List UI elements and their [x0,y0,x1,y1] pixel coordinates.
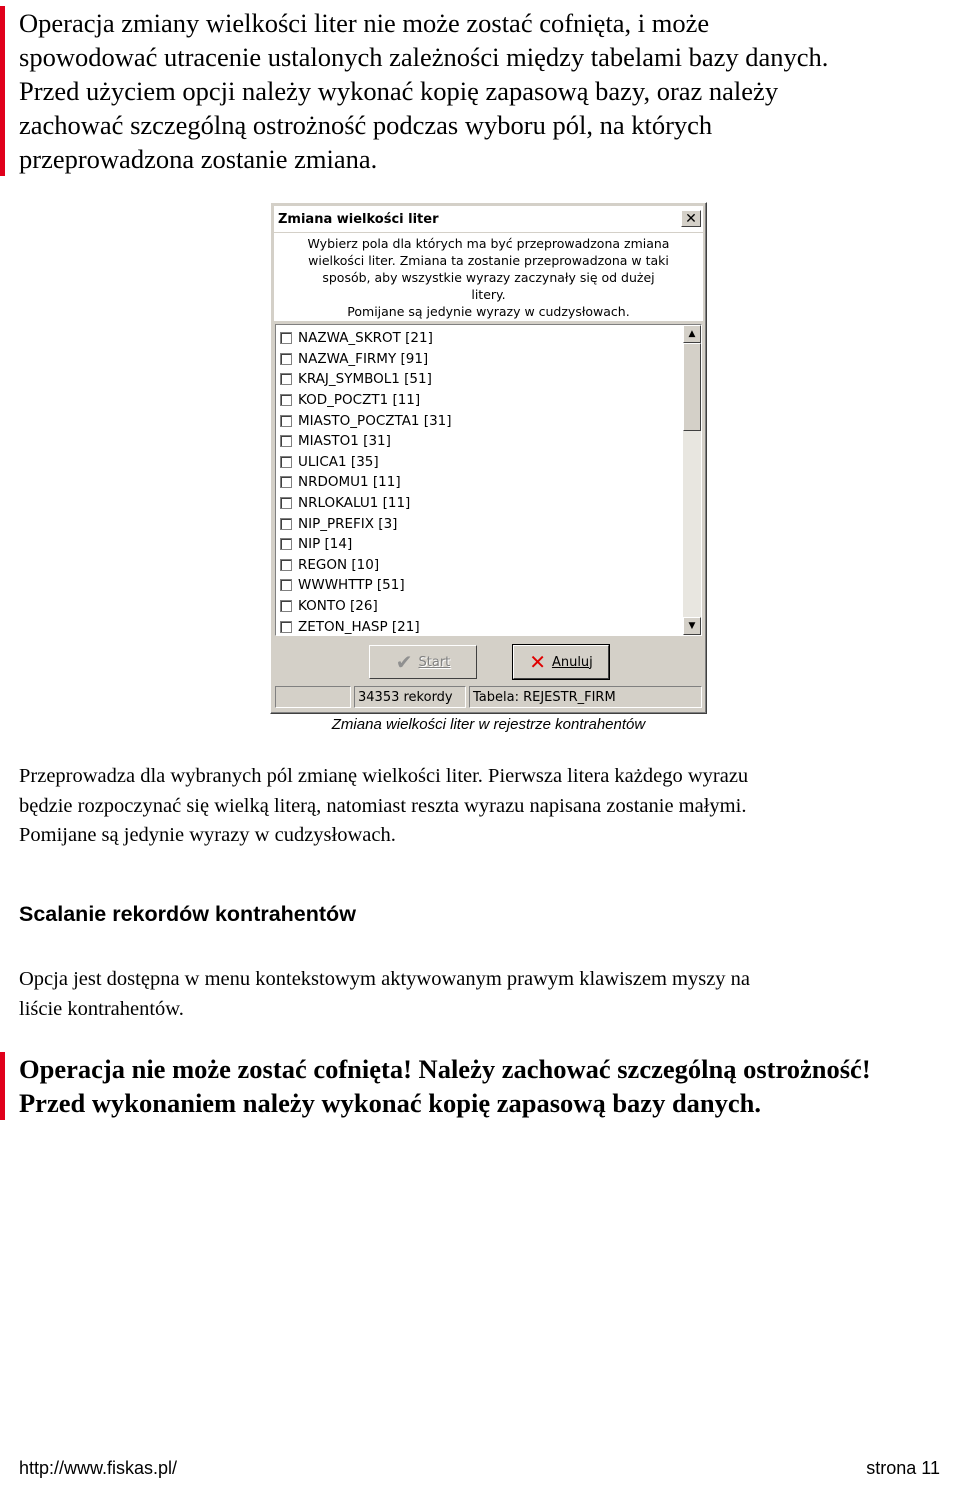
info-line: Wybierz pola dla których ma być przeprowadzona zmiana [307,235,670,251]
field-label: WWWHTTP [51] [298,577,405,594]
checkbox[interactable] [280,497,292,509]
scroll-thumb[interactable] [683,343,701,431]
start-label: Start [418,654,451,670]
list-item[interactable] [280,555,452,576]
status-bar [275,686,702,708]
paragraph-case-change [19,762,949,851]
field-label: MIASTO1 [31] [298,433,391,450]
list-item[interactable] [280,369,452,390]
status-panel-empty [275,686,351,708]
warning-top-line: zachować szczególną ostrożność podczas wyboru pól, na których [19,110,713,140]
list-item[interactable] [280,410,452,431]
paragraph-line: Pomijane są jedynie wyrazy w cudzysłowach. [19,824,396,846]
info-line: Pomijane są jedynie wyrazy w cudzysłowach. [347,303,630,319]
info-line: sposób, aby wszystkie wyrazy zaczynały się od dużej litery. [322,269,655,302]
checkbox[interactable] [280,353,292,365]
field-label: MIASTO_POCZTA1 [31] [298,412,452,429]
checkbox[interactable] [280,538,292,550]
warning-top-line: przeprowadzona zostanie zmiana. [19,144,378,174]
field-label: ULICA1 [35] [298,453,379,470]
list-scrollbar[interactable] [683,325,701,635]
close-button[interactable] [681,210,701,227]
list-item[interactable] [280,513,452,534]
check-icon: ✔ [395,650,413,674]
field-list[interactable] [275,324,702,636]
paragraph-merge [19,965,949,1024]
field-label: NRDOMU1 [11] [298,474,401,491]
list-item[interactable] [280,534,452,555]
checkbox[interactable] [280,476,292,488]
scroll-down-button[interactable] [683,617,701,635]
warning-top [0,6,950,176]
checkbox[interactable] [280,332,292,344]
checkbox[interactable] [280,456,292,468]
checkbox[interactable] [280,518,292,530]
dialog-info [274,233,703,321]
field-label: NAZWA_FIRMY [91] [298,350,429,367]
status-records: 34353 rekordy [354,686,466,708]
list-item[interactable] [280,472,452,493]
page-number: strona 11 [866,1458,940,1478]
dialog-title: Zmiana wielkości liter [278,211,439,227]
field-label: NAZWA_SKROT [21] [298,330,433,347]
checkbox[interactable] [280,621,292,633]
list-item[interactable] [280,390,452,411]
status-table: Tabela: REJESTR_FIRM [469,686,702,708]
footer-url[interactable]: http://www.fiskas.pl/ [19,1458,178,1478]
cancel-x-icon: ✕ [529,650,546,674]
list-item[interactable] [280,596,452,617]
dialog-titlebar [274,206,703,232]
close-icon: ✕ [685,210,697,227]
list-item[interactable] [280,575,452,596]
case-change-dialog-screenshot [270,202,707,714]
list-item[interactable] [280,349,452,370]
field-label: KRAJ_SYMBOL1 [51] [298,371,432,388]
paragraph-line: Przeprowadza dla wybranych pól zmianę wielkości liter. Pierwsza litera każdego wyrazu [19,765,749,787]
list-item[interactable] [280,452,452,473]
field-label: ZETON_HASP [21] [298,618,420,635]
warning-top-line: spowodować utracenie ustalonych zależności między tabelami bazy danych. [19,42,829,72]
warning-bottom-line: Przed wykonaniem należy wykonać kopię zapasową bazy danych. [19,1088,762,1118]
field-label: NIP [14] [298,536,353,553]
figure-caption: Zmiana wielkości liter w rejestrze kontrahentów [331,716,646,733]
checkbox[interactable] [280,435,292,447]
start-button[interactable] [369,645,477,679]
field-label: NIP_PREFIX [3] [298,515,398,532]
list-item[interactable] [280,328,452,349]
field-label: NRLOKALU1 [11] [298,495,411,512]
list-item[interactable] [280,431,452,452]
arrow-up-icon: ▲ [688,329,696,339]
checkbox[interactable] [280,415,292,427]
paragraph-line: będzie rozpoczynać się wielką literą, natomiast reszta wyrazu napisana zostanie małymi. [19,794,747,817]
checkbox[interactable] [280,373,292,385]
warning-top-line: Przed użyciem opcji należy wykonać kopię zapasową bazy, oraz należy [19,76,779,106]
checkbox[interactable] [280,600,292,612]
checkbox[interactable] [280,579,292,591]
page-footer [19,1458,940,1479]
field-label: REGON [10] [298,556,380,573]
checkbox[interactable] [280,559,292,571]
arrow-down-icon: ▼ [688,621,696,631]
section-heading: Scalanie rekordów kontrahentów [19,902,356,926]
field-label: KONTO [26] [298,598,378,615]
list-item[interactable] [280,616,452,636]
cancel-button[interactable] [513,645,609,679]
warning-bottom-line: Operacja nie może zostać cofnięta! Należy zachować szczególną ostrożność! [19,1054,871,1084]
checkbox[interactable] [280,394,292,406]
warning-bottom [0,1052,950,1120]
paragraph-line: liście kontrahentów. [19,997,184,1020]
list-item[interactable] [280,493,452,514]
field-label: KOD_POCZT1 [11] [298,392,421,409]
paragraph-line: Opcja jest dostępna w menu kontekstowym aktywowanym prawym klawiszem myszy na [19,968,751,990]
warning-top-line: Operacja zmiany wielkości liter nie może zostać cofnięta, i może [19,8,710,38]
cancel-label: Anuluj [551,654,593,670]
info-line: wielkości liter. Zmiana ta zostanie przeprowadzona w taki [308,252,669,268]
scroll-up-button[interactable] [683,325,701,343]
